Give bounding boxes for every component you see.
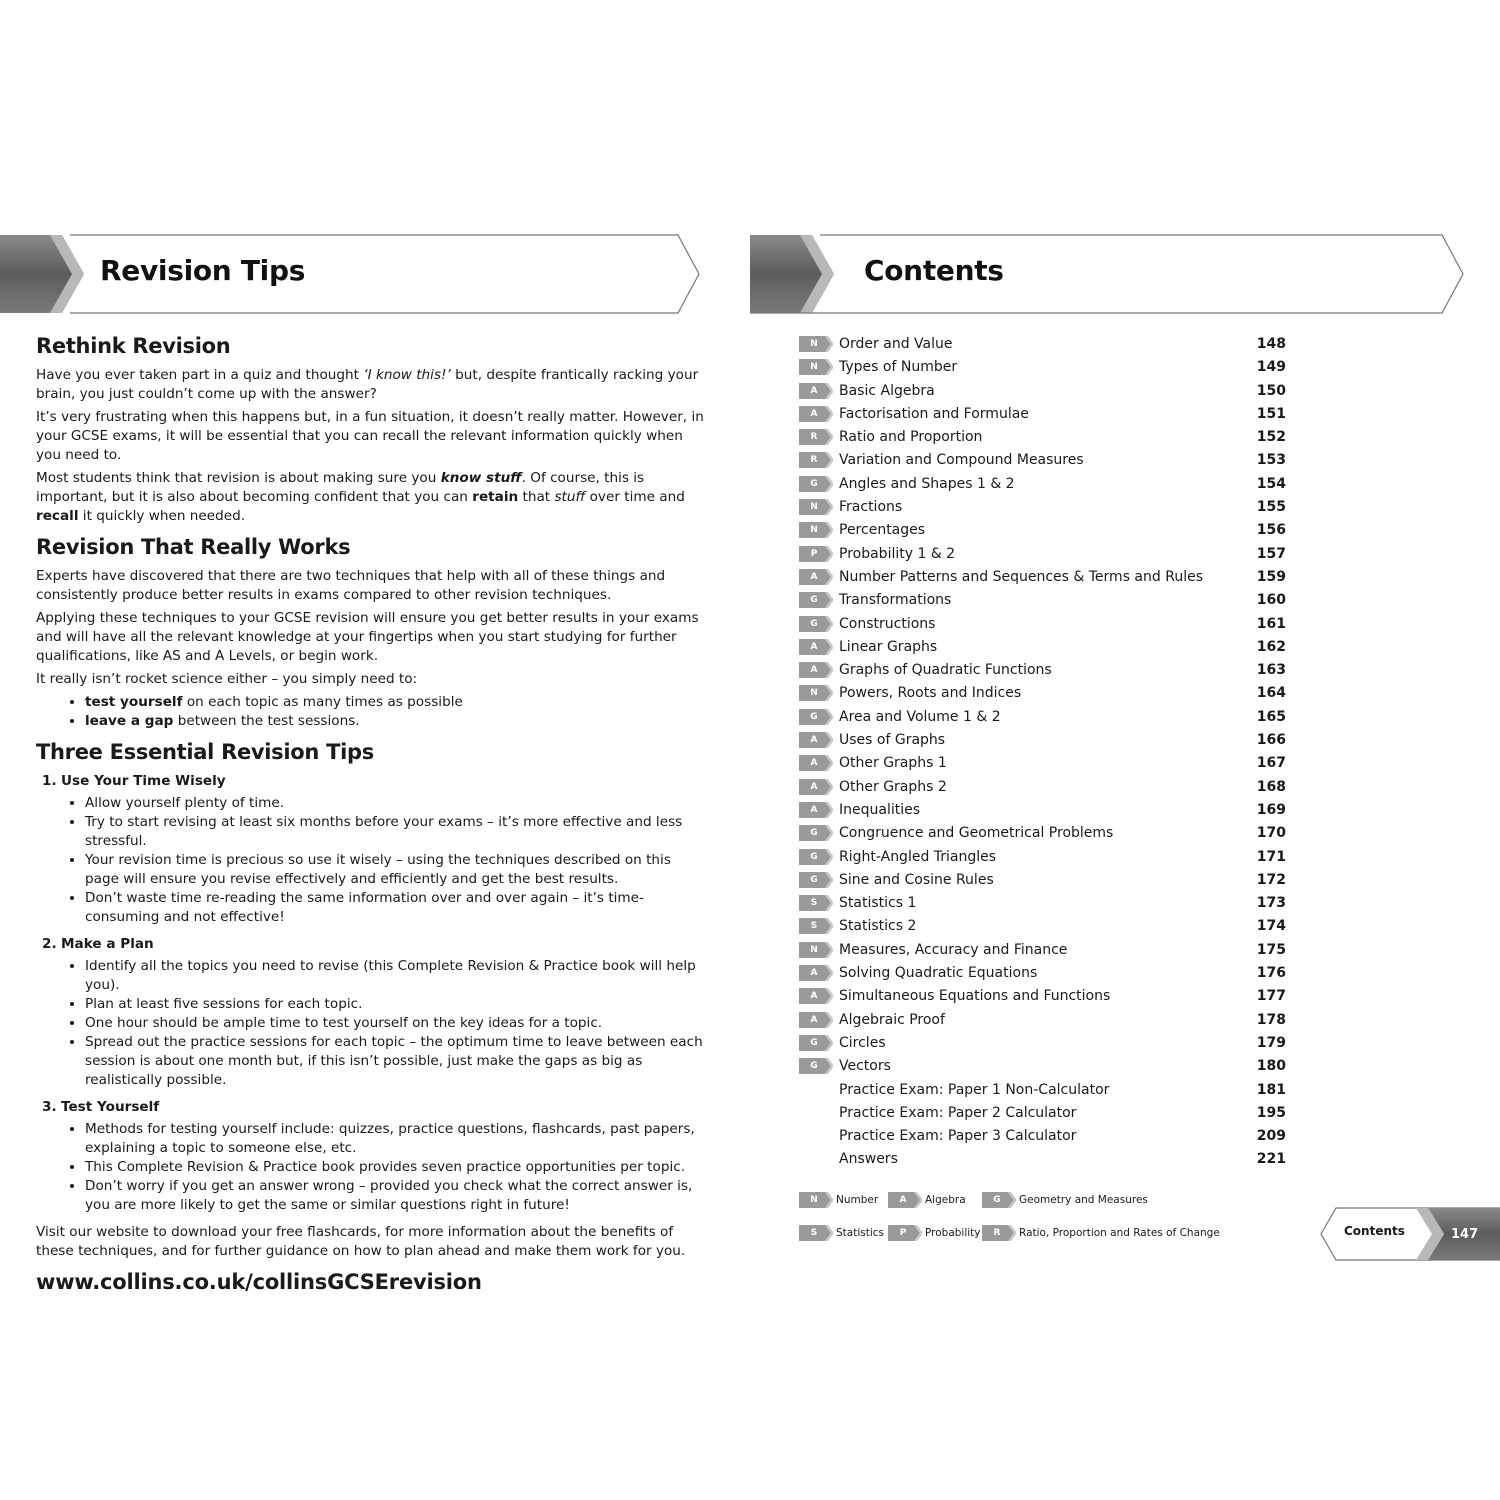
tag-letter: G — [810, 595, 818, 606]
entry-page-number: 156 — [1256, 522, 1286, 539]
entry-title: Simultaneous Equations and Functions — [839, 988, 1111, 1005]
list-item: • One hour should be ample time to test yourself on the key ideas for a topic. — [85, 1014, 704, 1033]
list-item: • Allow yourself plenty of time. — [85, 794, 704, 813]
tag-letter: A — [810, 385, 818, 396]
tag-letter: N — [810, 944, 818, 955]
entry-title: Other Graphs 1 — [839, 755, 947, 772]
entry-title: Right-Angled Triangles — [839, 848, 997, 865]
contents-entry[interactable] — [799, 1079, 1299, 1102]
tag-letter: G — [810, 618, 818, 629]
entry-title: Number Patterns and Sequences & Terms and Rules — [839, 568, 1203, 585]
contents-entry[interactable] — [799, 822, 1299, 845]
list-item: • Identify all the topics you need to revise (this Complete Revision & Practice book will help you). — [85, 957, 704, 995]
bullet-list — [36, 957, 704, 1090]
tip-heading: 1. Use Your Time Wisely — [42, 773, 226, 789]
paragraph: Experts have discovered that there are two techniques that help with all of these things and consistently produce better results in exams compared to other revision techniques. — [36, 568, 666, 603]
contents-entry[interactable] — [799, 519, 1299, 542]
tag-letter: A — [810, 571, 818, 582]
subject-tag-g — [799, 825, 833, 841]
entry-title: Circles — [839, 1034, 886, 1051]
subject-tag-g — [799, 476, 833, 492]
entry-title: Graphs of Quadratic Functions — [839, 662, 1052, 679]
entry-title: Basic Algebra — [839, 382, 935, 399]
subject-tag-p — [799, 546, 833, 562]
entry-page-number: 149 — [1256, 359, 1286, 376]
tag-letter: A — [810, 665, 818, 676]
entry-title: Percentages — [839, 522, 926, 539]
entry-title: Measures, Accuracy and Finance — [839, 941, 1068, 958]
entry-page-number: 181 — [1256, 1081, 1286, 1098]
entry-title: Constructions — [839, 615, 936, 632]
subject-tag-n — [799, 359, 833, 375]
section-three-tips — [36, 739, 704, 1261]
contents-entry[interactable] — [799, 1032, 1299, 1055]
entry-page-number: 148 — [1256, 336, 1286, 352]
entry-title: Algebraic Proof — [839, 1011, 945, 1028]
entry-page-number: 221 — [1256, 1151, 1286, 1168]
tag-letter: R — [810, 432, 818, 443]
subject-tag-a — [799, 569, 833, 585]
paragraph: It’s very frustrating when this happens but, in a fun situation, it doesn’t really matter. However, in your GCSE exams, it will be essential that you can recall the relevant information quickly when you need to. — [36, 409, 704, 463]
subject-tag-a — [799, 732, 833, 748]
key-label: Statistics — [836, 1227, 884, 1239]
subject-tag-n — [799, 336, 833, 352]
entry-page-number: 209 — [1256, 1128, 1286, 1145]
subject-tag-a — [799, 383, 833, 399]
list-item: • Don’t waste time re-reading the same information over and over again – it’s time-consuming and not effective! — [85, 889, 704, 927]
entry-page-number: 171 — [1256, 848, 1286, 865]
tag-letter: A — [810, 735, 818, 746]
subject-tag-a — [799, 755, 833, 771]
subject-tag-a — [799, 988, 833, 1004]
entry-page-number: 178 — [1256, 1011, 1286, 1028]
tag-letter: G — [810, 1037, 818, 1048]
entry-page-number: 169 — [1256, 801, 1286, 818]
contents-entry[interactable] — [799, 426, 1299, 449]
tag-letter: G — [810, 828, 818, 839]
tag-letter: G — [810, 874, 818, 885]
contents-entry[interactable] — [799, 846, 1299, 869]
entry-title: Linear Graphs — [839, 638, 938, 655]
tab-label: Contents — [1344, 1224, 1405, 1238]
subject-tag-a — [799, 662, 833, 678]
contents-entry[interactable] — [799, 496, 1299, 519]
contents-entry[interactable] — [799, 403, 1299, 426]
page-title: Revision Tips — [100, 254, 306, 287]
entry-page-number: 157 — [1256, 545, 1286, 562]
contents-entry[interactable] — [799, 706, 1299, 729]
subject-tag-a — [799, 779, 833, 795]
entry-page-number: 170 — [1256, 825, 1286, 842]
subject-tag-p — [888, 1225, 922, 1241]
tag-letter: G — [810, 851, 818, 862]
subject-key-legend — [799, 1190, 1239, 1250]
contents-entry[interactable] — [799, 1125, 1299, 1148]
subject-tag-s — [799, 918, 833, 934]
entry-page-number: 164 — [1256, 685, 1286, 702]
entry-page-number: 195 — [1256, 1104, 1286, 1121]
tag-letter: P — [899, 1228, 907, 1238]
section-revision-that-works — [36, 534, 704, 731]
entry-page-number: 174 — [1256, 918, 1286, 935]
tag-letter: A — [810, 991, 818, 1002]
entry-page-number: 177 — [1256, 988, 1286, 1005]
entry-title: Statistics 1 — [839, 895, 917, 912]
entry-title: Angles and Shapes 1 & 2 — [839, 475, 1015, 492]
tag-letter: N — [810, 525, 818, 536]
subject-tag-s — [799, 895, 833, 911]
entry-title: Variation and Compound Measures — [839, 452, 1084, 469]
subject-tag-a — [799, 406, 833, 422]
entry-title: Answers — [839, 1151, 898, 1168]
entry-title: Vectors — [839, 1058, 891, 1075]
contents-entry[interactable] — [799, 939, 1299, 962]
entry-title: Area and Volume 1 & 2 — [839, 708, 1001, 725]
list-item: • Spread out the practice sessions for each topic – the optimum time to leave between each session is about one month but, if this isn’t possible, just make the gaps as big as realistically possible. — [85, 1033, 704, 1090]
section-heading: Rethink Revision — [36, 334, 231, 358]
bullet-list — [36, 693, 704, 731]
list-item: • Methods for testing yourself include: quizzes, practice questions, flashcards, past papers, explaining a topic to someone else, etc. — [85, 1120, 704, 1158]
tag-letter: N — [810, 688, 818, 699]
contents-banner — [750, 234, 1500, 314]
key-label: Geometry and Measures — [1019, 1194, 1148, 1206]
key-label: Ratio, Proportion and Rates of Change — [1019, 1227, 1220, 1239]
entry-title: Congruence and Geometrical Problems — [839, 825, 1114, 842]
contents-entry[interactable] — [799, 799, 1299, 822]
subject-tag-r — [799, 452, 833, 468]
list-item: • Try to start revising at least six months before your exams – it’s more effective and less stressful. — [85, 813, 704, 851]
entry-page-number: 168 — [1256, 778, 1286, 795]
paragraph: It really isn’t rocket science either – you simply need to: — [36, 671, 418, 687]
list-item: • This Complete Revision & Practice book provides seven practice opportunities per topic. — [85, 1158, 704, 1177]
subject-tag-s — [799, 1225, 833, 1241]
tag-letter: A — [899, 1195, 907, 1205]
paragraph: Most students think that revision is about making sure you know stuff. Of course, this is important, but it is also about becoming confident that you can retain that stuff over time and recall it quickly when needed. — [36, 470, 685, 524]
entry-page-number: 163 — [1256, 662, 1286, 679]
subject-tag-g — [799, 1035, 833, 1051]
contents-entry[interactable] — [799, 892, 1299, 915]
contents-entry[interactable] — [799, 869, 1299, 892]
page-title: Contents — [864, 254, 1004, 287]
entry-page-number: 172 — [1256, 871, 1286, 888]
tag-letter: N — [810, 1195, 818, 1205]
entry-title: Uses of Graphs — [839, 732, 946, 749]
key-label: Algebra — [925, 1194, 966, 1206]
entry-page-number: 165 — [1256, 708, 1286, 725]
contents-entry[interactable] — [799, 613, 1299, 636]
entry-title: Ratio and Proportion — [839, 429, 983, 446]
contents-entry[interactable] — [799, 915, 1299, 938]
website-link[interactable]: www.collins.co.uk/collinsGCSErevision — [36, 1270, 482, 1294]
contents-entry[interactable] — [799, 729, 1299, 752]
subject-tag-a — [799, 965, 833, 981]
entry-page-number: 159 — [1256, 568, 1286, 585]
tag-letter: S — [810, 1228, 818, 1238]
tag-letter: S — [810, 921, 818, 932]
subject-tag-n — [799, 1192, 833, 1208]
list-item: • Your revision time is precious so use it wisely – using the techniques described on this page will ensure you revise effectively and efficiently and get the best results. — [85, 851, 704, 889]
page-number: 147 — [1451, 1227, 1479, 1242]
bullet-list — [36, 794, 704, 927]
entry-page-number: 180 — [1256, 1058, 1286, 1075]
banner-arrow-shape — [750, 234, 1500, 314]
tag-letter: G — [993, 1195, 1001, 1205]
contents-entry[interactable] — [799, 356, 1299, 379]
tag-letter: A — [810, 968, 818, 979]
entry-page-number: 151 — [1256, 405, 1286, 422]
entry-title: Inequalities — [839, 801, 921, 818]
contents-entry[interactable] — [799, 543, 1299, 566]
entry-title: Sine and Cosine Rules — [839, 871, 994, 888]
entry-page-number: 154 — [1256, 475, 1286, 492]
tag-letter: P — [810, 548, 818, 559]
subject-tag-a — [799, 802, 833, 818]
tag-letter: A — [810, 641, 818, 652]
contents-entry[interactable] — [799, 962, 1299, 985]
contents-list — [799, 333, 1299, 1172]
entry-title: Statistics 2 — [839, 918, 917, 935]
entry-page-number: 161 — [1256, 615, 1286, 632]
contents-entry[interactable] — [799, 589, 1299, 612]
entry-title: Transformations — [839, 592, 952, 609]
entry-page-number: 152 — [1256, 429, 1286, 446]
paragraph: Visit our website to download your free flashcards, for more information about the benefits of these techniques, and for further guidance on how to plan ahead and make them work for you. — [36, 1224, 686, 1259]
contents-entry[interactable] — [799, 752, 1299, 775]
subject-tag-g — [799, 872, 833, 888]
key-label: Probability — [925, 1227, 981, 1239]
tag-letter: A — [810, 758, 818, 769]
tag-letter: N — [810, 339, 818, 349]
contents-entry[interactable] — [799, 449, 1299, 472]
entry-page-number: 155 — [1256, 499, 1286, 516]
subject-tag-g — [799, 709, 833, 725]
subject-tag-g — [982, 1192, 1016, 1208]
key-label: Number — [836, 1194, 879, 1206]
entry-title: Fractions — [839, 499, 903, 516]
tag-letter: G — [810, 1061, 818, 1072]
subject-tag-a — [799, 639, 833, 655]
contents-entry[interactable] — [799, 380, 1299, 403]
paragraph: Applying these techniques to your GCSE revision will ensure you get better results in your exams and will have all the relevant knowledge at your fingertips when you start studying for further qualifications, like AS and A Levels, or begin work. — [36, 610, 699, 664]
contents-entry[interactable] — [799, 1148, 1299, 1171]
subject-tag-a — [888, 1192, 922, 1208]
paragraph: Have you ever taken part in a quiz and thought ‘I know this!’ but, despite frantically racking your brain, you just couldn’t come up with the answer? — [36, 367, 699, 402]
tag-letter: S — [810, 898, 818, 909]
tag-letter: R — [810, 455, 818, 466]
contents-entry[interactable] — [799, 659, 1299, 682]
entry-page-number: 176 — [1256, 965, 1286, 982]
entry-title: Other Graphs 2 — [839, 778, 947, 795]
contents-entry[interactable] — [799, 473, 1299, 496]
list-item: • Plan at least five sessions for each topic. — [85, 995, 704, 1014]
list-item: • Don’t worry if you get an answer wrong – provided you check what the correct answer is, you are more likely to get the same or similar questions right in future! — [85, 1177, 704, 1215]
subject-tag-g — [799, 616, 833, 632]
contents-entry[interactable] — [799, 776, 1299, 799]
contents-entry[interactable] — [799, 566, 1299, 589]
section-rethink-revision — [36, 333, 704, 526]
tag-letter: A — [810, 804, 818, 815]
revision-tips-banner — [0, 234, 704, 314]
subject-tag-a — [799, 1012, 833, 1028]
entry-page-number: 160 — [1256, 592, 1286, 609]
entry-page-number: 166 — [1256, 732, 1286, 749]
entry-title: Probability 1 & 2 — [839, 545, 956, 562]
page-number-tab — [1320, 1207, 1500, 1261]
tag-letter: A — [810, 1014, 818, 1025]
subject-tag-r — [982, 1225, 1016, 1241]
list-item: • leave a gap between the test sessions. — [85, 712, 704, 731]
subject-tag-n — [799, 942, 833, 958]
contents-entry[interactable] — [799, 1009, 1299, 1032]
contents-entry[interactable] — [799, 1055, 1299, 1078]
list-item: • test yourself on each topic as many times as possible — [85, 693, 704, 712]
contents-entry[interactable] — [799, 1102, 1299, 1125]
section-heading: Revision That Really Works — [36, 535, 351, 559]
entry-page-number: 173 — [1256, 895, 1286, 912]
subject-tag-n — [799, 499, 833, 515]
subject-tag-g — [799, 1058, 833, 1074]
tag-letter: G — [810, 478, 818, 489]
tag-letter: R — [993, 1228, 1001, 1238]
revision-tips-body — [36, 333, 704, 1292]
entry-title: Factorisation and Formulae — [839, 405, 1029, 422]
entry-title: Powers, Roots and Indices — [839, 685, 1022, 702]
entry-title: Solving Quadratic Equations — [839, 965, 1038, 982]
entry-page-number: 179 — [1256, 1034, 1286, 1051]
subject-tag-g — [799, 849, 833, 865]
entry-page-number: 150 — [1256, 382, 1286, 399]
subject-tag-g — [799, 592, 833, 608]
subject-tag-n — [799, 685, 833, 701]
entry-title: Types of Number — [839, 359, 958, 376]
contents-entry[interactable] — [799, 985, 1299, 1008]
tip-heading: 3. Test Yourself — [42, 1099, 160, 1115]
bullet-list — [36, 1120, 704, 1215]
entry-page-number: 167 — [1256, 755, 1286, 772]
entry-title: Practice Exam: Paper 1 Non-Calculator — [839, 1081, 1110, 1098]
section-heading: Three Essential Revision Tips — [36, 740, 374, 764]
entry-title: Practice Exam: Paper 2 Calculator — [839, 1104, 1077, 1121]
subject-tag-r — [799, 429, 833, 445]
contents-entry[interactable] — [799, 682, 1299, 705]
tip-heading: 2. Make a Plan — [42, 936, 154, 952]
tag-letter: G — [810, 711, 818, 722]
contents-entry[interactable] — [799, 636, 1299, 659]
tag-letter: A — [810, 408, 818, 419]
tag-letter: N — [810, 502, 818, 513]
tag-letter: A — [810, 781, 818, 792]
tag-letter: N — [810, 362, 818, 373]
entry-page-number: 162 — [1256, 638, 1286, 655]
entry-page-number: 175 — [1256, 941, 1286, 958]
subject-tag-n — [799, 522, 833, 538]
contents-entry[interactable] — [799, 333, 1299, 356]
entry-page-number: 153 — [1256, 452, 1286, 469]
entry-title: Order and Value — [839, 336, 953, 352]
entry-title: Practice Exam: Paper 3 Calculator — [839, 1128, 1077, 1145]
